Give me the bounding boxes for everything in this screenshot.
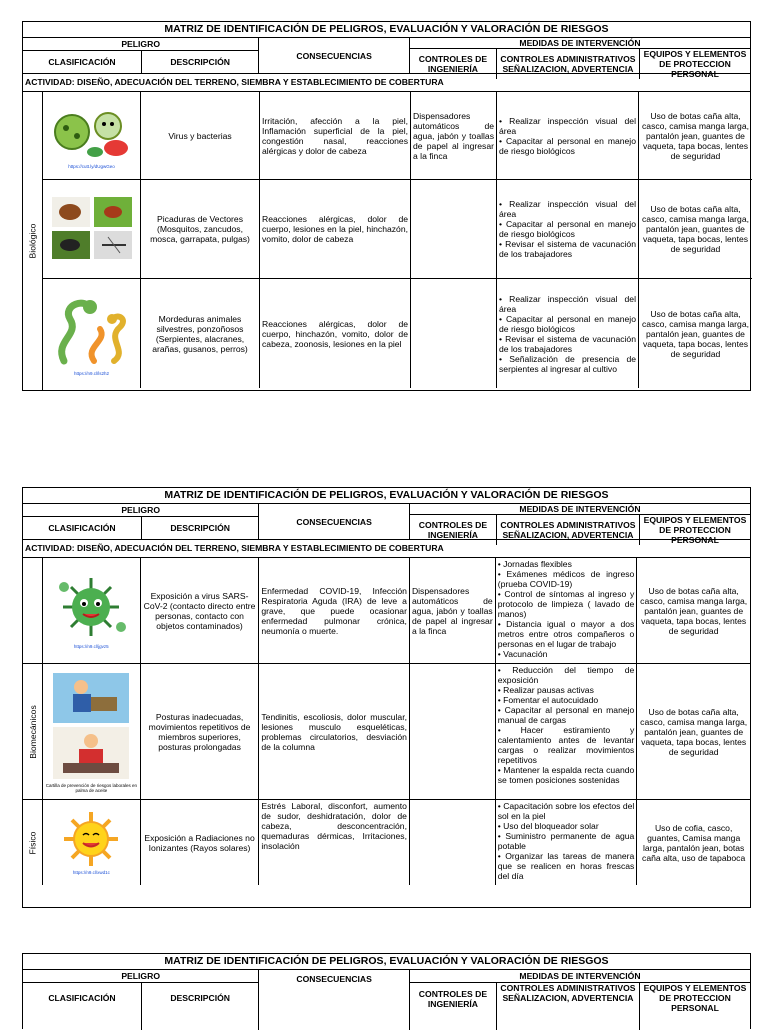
admin-item: • Capacitar al personal en manejo manual de cargas bbox=[497, 705, 635, 725]
medidas-header: MEDIDAS DE INTERVENCIÓN bbox=[410, 38, 750, 49]
clasificacion-header: CLASIFICACIÓN bbox=[23, 517, 142, 539]
hazard-consequences: Irritación, afección a la piel, Inflamación superficial de la piel, congestión nasal, reacciones alérgicas y dolor de cabeza bbox=[260, 92, 411, 179]
admin-item: • Mantener la espalda recta cuando se tomen posiciones sostenidas bbox=[497, 765, 635, 785]
administrative-controls bbox=[496, 558, 638, 663]
ppe-cell: Uso de botas caña alta, casco, camisa manga larga, pantalón jean, guantes de vaqueta, tapa bocas, lentes de seguridad bbox=[642, 308, 749, 359]
admin-item: • Organizar las tareas de manera que se realicen en horas frescas del día bbox=[497, 851, 635, 881]
descripcion-header: DESCRIPCIÓN bbox=[170, 523, 231, 533]
engineering-controls bbox=[411, 279, 497, 388]
descripcion-header: DESCRIPCIÓN bbox=[170, 993, 231, 1003]
descripcion-header: DESCRIPCIÓN bbox=[170, 57, 231, 67]
admin-item: • Señalización de presencia de serpientes al ingresar al cultivo bbox=[499, 353, 636, 374]
hazard-image-cell bbox=[43, 92, 141, 179]
classification-cell bbox=[23, 558, 43, 663]
admin-item: • Realizar inspección visual del área bbox=[499, 115, 636, 136]
admin-item: • Realizar inspección visual del área bbox=[499, 293, 636, 314]
virus-bacteria-icon bbox=[50, 102, 134, 162]
admin-item: • Capacitar al personal en manejo de riesgo biológicos bbox=[499, 135, 636, 156]
admin-item: • Jornadas flexibles bbox=[497, 559, 572, 569]
hazard-consequences: Reacciones alérgicas, dolor de cuerpo, hinchazón, vomito, dolor de cabeza, zoonosis, lesiones en la piel bbox=[260, 279, 411, 388]
admin-item: • Capacitar al personal en manejo de riesgo biológicos bbox=[499, 219, 636, 239]
worker-lifting-icon bbox=[51, 671, 131, 781]
hazard-image-cell bbox=[43, 800, 141, 885]
peligro-header: PELIGRO bbox=[23, 970, 258, 983]
coronavirus-icon bbox=[51, 572, 131, 642]
hazard-description: Posturas inadecuadas, movimientos repetitivos de miembros superiores, posturas prolongadas bbox=[141, 664, 260, 799]
image-source-link[interactable]: https://n9.cl/xwd1c bbox=[72, 870, 110, 875]
admin-item: • Capacitación sobre los efectos del sol en la piel bbox=[497, 801, 635, 821]
hazard-description: Virus y bacterias bbox=[141, 92, 260, 179]
hazard-image-cell bbox=[43, 558, 141, 663]
admin-item: • Revisar el sistema de vacunación de los trabajadores bbox=[499, 239, 636, 259]
ppe-cell: Uso de botas caña alta, casco, camisa manga larga, pantalón jean, guantes de vaqueta, tapa bocas, lentes de seguridad bbox=[642, 204, 749, 254]
matrix-biologico bbox=[22, 21, 751, 391]
hazard-image-cell bbox=[43, 664, 141, 799]
matrix-title: MATRIZ DE IDENTIFICACIÓN DE PELIGROS, EVALUACIÓN Y VALORACIÓN DE RIESGOS bbox=[164, 489, 609, 501]
ppe-cell: Uso de botas caña alta, casco, camisa manga larga, pantalón jean, guantes de vaqueta, tapa bocas, lentes de seguridad bbox=[642, 110, 749, 161]
hazard-image-cell bbox=[43, 279, 141, 388]
hazard-image-cell bbox=[43, 180, 141, 278]
equipos-header: EQUIPOS Y ELEMENTOS DE PROTECCION PERSONAL bbox=[643, 983, 747, 1013]
hazard-description: Exposición a virus SARS-CoV-2 (contacto directo entre personas, contacto con objetos contaminados) bbox=[141, 558, 260, 663]
peligro-header: PELIGRO bbox=[23, 504, 258, 517]
controles-ingenieria-header: CONTROLES DE INGENIERÍA bbox=[410, 983, 497, 1030]
admin-item: • Control de síntomas al ingreso y protocolo de limpieza ( lavado de manos) bbox=[497, 589, 635, 619]
engineering-controls bbox=[411, 180, 497, 278]
admin-item: • Revisar el sistema de vacunación de los trabajadores bbox=[499, 333, 636, 354]
activity-row: ACTIVIDAD: DISEÑO, ADECUACIÓN DEL TERRENO, SIEMBRA Y ESTABLECIMIENTO DE COBERTURA bbox=[25, 77, 444, 87]
controles-ingenieria-header: CONTROLES DE INGENIERÍA bbox=[410, 49, 497, 79]
ppe-cell: Uso de botas caña alta, casco, camisa manga larga, pantalón jean, guantes de vaqueta, tapa bocas, lentes de seguridad bbox=[640, 706, 748, 757]
admin-item: • Reducción del tiempo de exposición bbox=[497, 665, 635, 685]
engineering-controls bbox=[410, 664, 496, 799]
snake-animals-icon bbox=[50, 291, 134, 369]
admin-item: • Distancia igual o mayor a dos metros entre otros compañeros o personas en el lugar de trabajo bbox=[497, 619, 635, 649]
administrative-controls bbox=[497, 180, 639, 278]
hazard-consequences: Tendinitis, escoliosis, dolor muscular, lesiones musculo esqueléticas, problemas circulatorios, desviación de la columna bbox=[259, 664, 410, 799]
engineering-controls bbox=[410, 800, 496, 885]
peligro-header: PELIGRO bbox=[23, 38, 258, 51]
medidas-header: MEDIDAS DE INTERVENCIÓN bbox=[410, 504, 750, 515]
hazard-consequences: Enfermedad COVID-19, Infección Respiratoria Aguda (IRA) de leve a grave, que puede ocasionar enfermedad pulmonar crónica, neumonía o muerte. bbox=[259, 558, 410, 663]
classification-cell: Físico bbox=[23, 800, 43, 885]
administrative-controls bbox=[496, 664, 638, 799]
admin-item: • Realizar pausas activas bbox=[497, 685, 594, 695]
ppe-cell: Uso de botas caña alta, casco, camisa manga larga, pantalón jean, guantes de vaqueta, tapa bocas, lentes de seguridad bbox=[640, 585, 748, 636]
controles-administrativos-header: CONTROLES ADMINISTRATIVOS SEÑALIZACION, ADVERTENCIA bbox=[497, 49, 640, 79]
admin-item: • Uso del bloqueador solar bbox=[497, 821, 599, 831]
controles-administrativos-header: CONTROLES ADMINISTRATIVOS SEÑALIZACION, ADVERTENCIA bbox=[497, 983, 640, 1030]
consecuencias-header: CONSECUENCIAS bbox=[259, 504, 410, 539]
image-source-link[interactable]: https://n9.cl/jgvz5 bbox=[73, 644, 109, 649]
classification-cell: Biológico bbox=[23, 92, 43, 390]
activity-row: ACTIVIDAD: DISEÑO, ADECUACIÓN DEL TERRENO, SIEMBRA Y ESTABLECIMIENTO DE COBERTURA bbox=[25, 543, 444, 553]
equipos-header: EQUIPOS Y ELEMENTOS DE PROTECCION PERSONAL bbox=[643, 49, 747, 79]
engineering-controls: Dispensadores automáticos de agua, jabón y toallas de papel al ingresar a la finca bbox=[411, 92, 497, 179]
admin-item: • Suministro permanente de agua potable bbox=[497, 831, 635, 851]
admin-item: • Vacunación bbox=[497, 649, 548, 659]
controles-ingenieria-header: CONTROLES DE INGENIERÍA bbox=[410, 515, 497, 545]
insect-vectors-icon bbox=[50, 195, 134, 261]
classification-cell: Biomecánicos bbox=[23, 664, 43, 799]
matrix-covid-biomecanico-fisico bbox=[22, 487, 751, 908]
admin-item: • Capacitar al personal en manejo de riesgo biológicos bbox=[499, 313, 636, 334]
matrix-title: MATRIZ DE IDENTIFICACIÓN DE PELIGROS, EVALUACIÓN Y VALORACIÓN DE RIESGOS bbox=[164, 955, 609, 967]
admin-item: • Exámenes médicos de ingreso (prueba COVID-19) bbox=[497, 569, 635, 589]
hazard-consequences: Estrés Laboral, disconfort, aumento de sudor, deshidratación, dolor de cabeza, desconcentración, quemaduras dérmicas, Irritaciones, insolación bbox=[259, 800, 410, 885]
image-source-link[interactable]: https://n9.cl/ls2h2 bbox=[73, 371, 110, 376]
matrix-title: MATRIZ DE IDENTIFICACIÓN DE PELIGROS, EVALUACIÓN Y VALORACIÓN DE RIESGOS bbox=[164, 23, 609, 35]
image-source-link[interactable]: https://cutt.ly/dUgwGeo bbox=[68, 164, 115, 169]
administrative-controls bbox=[497, 92, 639, 179]
medidas-header: MEDIDAS DE INTERVENCIÓN bbox=[410, 970, 750, 983]
consecuencias-header: CONSECUENCIAS bbox=[259, 38, 410, 73]
matrix-partial bbox=[22, 953, 751, 1029]
clasificacion-header: CLASIFICACIÓN bbox=[23, 51, 142, 73]
sun-icon bbox=[56, 810, 126, 868]
admin-item: • Hacer estiramiento y calentamiento antes de levantar cargas o realizar movimientos repetitivos bbox=[497, 725, 635, 765]
hazard-description: Picaduras de Vectores (Mosquitos, zancudos, mosca, garrapata, pulgas) bbox=[141, 180, 260, 278]
hazard-description: Mordeduras animales silvestres, ponzoñosos (Serpientes, alacranes, arañas, gusanos, perros) bbox=[141, 279, 260, 388]
equipos-header: EQUIPOS Y ELEMENTOS DE PROTECCION PERSONAL bbox=[643, 515, 747, 545]
admin-item: • Fomentar el autocuidado bbox=[497, 695, 599, 705]
clasificacion-header: CLASIFICACIÓN bbox=[23, 983, 142, 1030]
image-caption: Cartilla de prevención de riesgos laborales en palma de aceite bbox=[45, 782, 138, 793]
administrative-controls bbox=[497, 279, 639, 388]
engineering-controls: Dispensadores automáticos de agua, jabón y toallas de papel al ingresar a la finca bbox=[410, 558, 496, 663]
consecuencias-header: CONSECUENCIAS bbox=[259, 970, 410, 1030]
controles-administrativos-header: CONTROLES ADMINISTRATIVOS SEÑALIZACION, ADVERTENCIA bbox=[497, 515, 640, 545]
hazard-consequences: Reacciones alérgicas, dolor de cuerpo, lesiones en la piel, hinchazón, vomito, dolor de cabeza bbox=[260, 180, 411, 278]
hazard-description: Exposición a Radiaciones no Ionizantes (Rayos solares) bbox=[141, 800, 260, 885]
admin-item: • Realizar inspección visual del área bbox=[499, 199, 636, 219]
ppe-cell: Uso de cofia, casco, guantes, Camisa manga larga, pantalón jean, botas caña alta, uso de tapaboca bbox=[642, 822, 746, 863]
administrative-controls bbox=[496, 800, 638, 885]
